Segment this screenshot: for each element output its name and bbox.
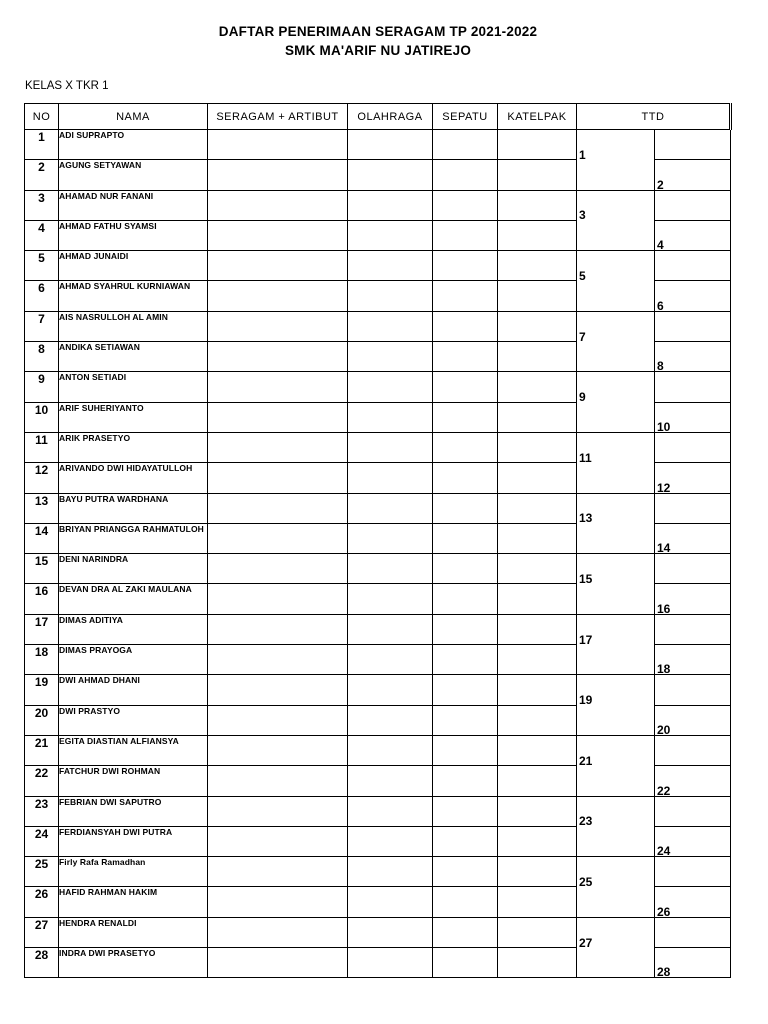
student-name: HENDRA RENALDI bbox=[59, 917, 208, 947]
signature-number: 15 bbox=[579, 571, 593, 586]
signature-cell-left bbox=[577, 584, 655, 614]
table-row bbox=[25, 735, 731, 765]
signature-cell-right bbox=[655, 645, 731, 675]
sepatu-cell bbox=[433, 130, 498, 160]
table-row bbox=[25, 766, 731, 796]
signature-number: 20 bbox=[657, 722, 671, 737]
signature-cell-left bbox=[577, 766, 655, 796]
katelpak-cell bbox=[498, 160, 577, 190]
student-name: ADI SUPRAPTO bbox=[59, 130, 208, 160]
signature-number: 28 bbox=[657, 965, 671, 980]
student-name: DENI NARINDRA bbox=[59, 554, 208, 584]
signature-number: 18 bbox=[657, 662, 671, 677]
signature-number: 17 bbox=[579, 632, 593, 647]
seragam-cell bbox=[208, 614, 348, 644]
signature-cell-left bbox=[577, 554, 655, 584]
seragam-cell bbox=[208, 432, 348, 462]
signature-number: 10 bbox=[657, 419, 671, 434]
sepatu-cell bbox=[433, 190, 498, 220]
table-row bbox=[25, 281, 731, 311]
seragam-cell bbox=[208, 554, 348, 584]
olahraga-cell bbox=[348, 948, 433, 978]
signature-cell-left bbox=[577, 857, 655, 887]
katelpak-cell bbox=[498, 311, 577, 341]
signature-number: 21 bbox=[579, 753, 593, 768]
seragam-cell bbox=[208, 160, 348, 190]
seragam-cell bbox=[208, 220, 348, 250]
signature-cell-right bbox=[655, 766, 731, 796]
signature-cell-right bbox=[655, 796, 731, 826]
olahraga-cell bbox=[348, 554, 433, 584]
signature-cell-left bbox=[577, 948, 655, 978]
seragam-cell bbox=[208, 796, 348, 826]
row-number: 18 bbox=[25, 645, 59, 675]
table-row bbox=[25, 220, 731, 250]
table-row bbox=[25, 584, 731, 614]
katelpak-cell bbox=[498, 857, 577, 887]
row-number: 5 bbox=[25, 251, 59, 281]
row-number: 12 bbox=[25, 463, 59, 493]
signature-number: 9 bbox=[579, 390, 586, 405]
olahraga-cell bbox=[348, 493, 433, 523]
signature-cell-right bbox=[655, 311, 731, 341]
sepatu-cell bbox=[433, 281, 498, 311]
signature-cell-right bbox=[655, 705, 731, 735]
signature-number: 1 bbox=[579, 147, 586, 162]
olahraga-cell bbox=[348, 796, 433, 826]
student-name: INDRA DWI PRASETYO bbox=[59, 948, 208, 978]
sepatu-cell bbox=[433, 160, 498, 190]
signature-number: 6 bbox=[657, 298, 664, 313]
table-row bbox=[25, 251, 731, 281]
row-number: 15 bbox=[25, 554, 59, 584]
olahraga-cell bbox=[348, 705, 433, 735]
row-number: 13 bbox=[25, 493, 59, 523]
signature-number: 7 bbox=[579, 329, 586, 344]
student-name: DEVAN DRA AL ZAKI MAULANA bbox=[59, 584, 208, 614]
signature-number: 5 bbox=[579, 268, 586, 283]
seragam-cell bbox=[208, 523, 348, 553]
row-number: 6 bbox=[25, 281, 59, 311]
olahraga-cell bbox=[348, 826, 433, 856]
sepatu-cell bbox=[433, 311, 498, 341]
olahraga-cell bbox=[348, 281, 433, 311]
signature-number: 14 bbox=[657, 541, 671, 556]
olahraga-cell bbox=[348, 523, 433, 553]
table-row bbox=[25, 857, 731, 887]
seragam-cell bbox=[208, 311, 348, 341]
signature-cell-right bbox=[655, 614, 731, 644]
signature-cell-right bbox=[655, 917, 731, 947]
signature-number: 4 bbox=[657, 238, 664, 253]
olahraga-cell bbox=[348, 645, 433, 675]
seragam-cell bbox=[208, 826, 348, 856]
student-name: AHAMAD NUR FANANI bbox=[59, 190, 208, 220]
sepatu-cell bbox=[433, 735, 498, 765]
signature-number: 2 bbox=[657, 177, 664, 192]
row-number: 8 bbox=[25, 342, 59, 372]
school-name: SMK MA'ARIF NU JATIREJO bbox=[284, 43, 472, 58]
seragam-cell bbox=[208, 584, 348, 614]
sepatu-cell bbox=[433, 463, 498, 493]
signature-cell-right bbox=[655, 826, 731, 859]
signature-cell-right bbox=[655, 735, 731, 765]
signature-cell-left bbox=[577, 432, 655, 465]
row-number: 11 bbox=[25, 432, 59, 462]
table-row bbox=[25, 796, 731, 826]
katelpak-cell bbox=[498, 735, 577, 765]
student-name: ARIK PRASETYO bbox=[59, 432, 208, 462]
seragam-cell bbox=[208, 735, 348, 765]
header-ttd: TTD bbox=[577, 104, 731, 130]
table-row bbox=[25, 190, 731, 220]
signature-cell-left bbox=[577, 372, 655, 405]
olahraga-cell bbox=[348, 402, 433, 432]
table-row bbox=[25, 645, 731, 675]
signature-cell-left bbox=[577, 342, 655, 372]
sepatu-cell bbox=[433, 493, 498, 523]
seragam-cell bbox=[208, 463, 348, 493]
olahraga-cell bbox=[348, 735, 433, 765]
student-name: AIS NASRULLOH AL AMIN bbox=[59, 311, 208, 341]
katelpak-cell bbox=[498, 614, 577, 644]
signature-cell-right bbox=[655, 523, 731, 556]
document-title: DAFTAR PENERIMAAN SERAGAM TP 2021-2022 bbox=[218, 24, 538, 39]
sepatu-cell bbox=[433, 584, 498, 614]
row-number: 7 bbox=[25, 311, 59, 341]
header-olahraga: OLAHRAGA bbox=[348, 104, 433, 130]
signature-cell-right bbox=[655, 251, 731, 281]
signature-cell-right bbox=[655, 584, 731, 614]
sepatu-cell bbox=[433, 857, 498, 887]
signature-cell-right bbox=[655, 857, 731, 887]
signature-cell-left bbox=[577, 887, 655, 917]
sepatu-cell bbox=[433, 402, 498, 432]
class-label: KELAS X TKR 1 bbox=[25, 80, 109, 92]
signature-cell-left bbox=[577, 796, 655, 829]
signature-cell-right bbox=[655, 887, 731, 917]
olahraga-cell bbox=[348, 130, 433, 160]
olahraga-cell bbox=[348, 372, 433, 402]
signature-cell-right bbox=[655, 130, 731, 160]
olahraga-cell bbox=[348, 463, 433, 493]
signature-cell-right bbox=[655, 160, 731, 190]
seragam-cell bbox=[208, 372, 348, 402]
katelpak-cell bbox=[498, 523, 577, 553]
student-name: ANTON SETIADI bbox=[59, 372, 208, 402]
signature-cell-right bbox=[655, 220, 731, 253]
signature-cell-left bbox=[577, 826, 655, 856]
student-name: AGUNG SETYAWAN bbox=[59, 160, 208, 190]
signature-cell-right bbox=[655, 402, 731, 432]
row-number: 20 bbox=[25, 705, 59, 735]
row-number: 28 bbox=[25, 948, 59, 978]
signature-number: 19 bbox=[579, 693, 593, 708]
signature-cell-right bbox=[655, 432, 731, 462]
student-name: AHMAD FATHU SYAMSI bbox=[59, 220, 208, 250]
signature-cell-left bbox=[577, 463, 655, 493]
table-row bbox=[25, 160, 731, 190]
row-number: 22 bbox=[25, 766, 59, 796]
seragam-cell bbox=[208, 251, 348, 281]
signature-number: 25 bbox=[579, 874, 593, 889]
seragam-cell bbox=[208, 857, 348, 887]
student-name: FEBRIAN DWI SAPUTRO bbox=[59, 796, 208, 826]
row-number: 9 bbox=[25, 372, 59, 402]
signature-cell-left bbox=[577, 251, 655, 281]
katelpak-cell bbox=[498, 705, 577, 735]
katelpak-cell bbox=[498, 584, 577, 614]
header-sepatu: SEPATU bbox=[433, 104, 498, 130]
row-number: 2 bbox=[25, 160, 59, 190]
table-row bbox=[25, 614, 731, 644]
signature-cell-right bbox=[655, 463, 731, 493]
signature-number: 16 bbox=[657, 601, 671, 616]
row-number: 24 bbox=[25, 826, 59, 856]
sepatu-cell bbox=[433, 372, 498, 402]
row-number: 4 bbox=[25, 220, 59, 250]
row-number: 17 bbox=[25, 614, 59, 644]
olahraga-cell bbox=[348, 220, 433, 250]
signature-number: 3 bbox=[579, 208, 586, 223]
signature-number: 24 bbox=[657, 844, 671, 859]
katelpak-cell bbox=[498, 190, 577, 220]
sepatu-cell bbox=[433, 887, 498, 917]
signature-number: 27 bbox=[579, 935, 593, 950]
olahraga-cell bbox=[348, 766, 433, 796]
signature-cell-right bbox=[655, 948, 731, 978]
katelpak-cell bbox=[498, 463, 577, 493]
signature-cell-right bbox=[655, 493, 731, 523]
sepatu-cell bbox=[433, 645, 498, 675]
student-name: ARIF SUHERIYANTO bbox=[59, 402, 208, 432]
signature-cell-left bbox=[577, 160, 655, 190]
table-row bbox=[25, 130, 731, 160]
student-name: BRIYAN PRIANGGA RAHMATULOH bbox=[59, 523, 208, 553]
student-name: FATCHUR DWI ROHMAN bbox=[59, 766, 208, 796]
header-katelpak: KATELPAK bbox=[498, 104, 577, 130]
header-seragam: SERAGAM + ARTIBUT bbox=[208, 104, 348, 130]
sepatu-cell bbox=[433, 342, 498, 372]
katelpak-cell bbox=[498, 220, 577, 250]
student-name: AHMAD JUNAIDI bbox=[59, 251, 208, 281]
katelpak-cell bbox=[498, 554, 577, 584]
sepatu-cell bbox=[433, 675, 498, 705]
row-number: 14 bbox=[25, 523, 59, 553]
table-row bbox=[25, 311, 731, 341]
olahraga-cell bbox=[348, 584, 433, 614]
student-name: ANDIKA SETIAWAN bbox=[59, 342, 208, 372]
header-nama: NAMA bbox=[59, 104, 208, 130]
signature-number: 23 bbox=[579, 814, 593, 829]
signature-cell-left bbox=[577, 614, 655, 647]
signature-cell-right bbox=[655, 342, 731, 372]
katelpak-cell bbox=[498, 645, 577, 675]
row-number: 10 bbox=[25, 402, 59, 432]
seragam-cell bbox=[208, 281, 348, 311]
table-row bbox=[25, 705, 731, 735]
table-row bbox=[25, 826, 731, 856]
signature-cell-left bbox=[577, 281, 655, 311]
table-row bbox=[25, 493, 731, 523]
seragam-cell bbox=[208, 190, 348, 220]
row-number: 16 bbox=[25, 584, 59, 614]
sepatu-cell bbox=[433, 705, 498, 735]
seragam-cell bbox=[208, 887, 348, 917]
signature-cell-right bbox=[655, 281, 731, 311]
olahraga-cell bbox=[348, 857, 433, 887]
katelpak-cell bbox=[498, 281, 577, 311]
olahraga-cell bbox=[348, 160, 433, 190]
student-name: DWI PRASTYO bbox=[59, 705, 208, 735]
katelpak-cell bbox=[498, 342, 577, 372]
signature-number: 8 bbox=[657, 359, 664, 374]
sepatu-cell bbox=[433, 917, 498, 947]
katelpak-cell bbox=[498, 372, 577, 402]
signature-cell-left bbox=[577, 190, 655, 223]
student-name: HAFID RAHMAN HAKIM bbox=[59, 887, 208, 917]
katelpak-cell bbox=[498, 675, 577, 705]
seragam-cell bbox=[208, 675, 348, 705]
seragam-cell bbox=[208, 948, 348, 978]
table-row bbox=[25, 523, 731, 553]
student-name: BAYU PUTRA WARDHANA bbox=[59, 493, 208, 523]
sepatu-cell bbox=[433, 766, 498, 796]
student-name: DWI AHMAD DHANI bbox=[59, 675, 208, 705]
katelpak-cell bbox=[498, 130, 577, 160]
sepatu-cell bbox=[433, 432, 498, 462]
row-number: 23 bbox=[25, 796, 59, 826]
olahraga-cell bbox=[348, 887, 433, 917]
row-number: 3 bbox=[25, 190, 59, 220]
table-row bbox=[25, 675, 731, 705]
katelpak-cell bbox=[498, 402, 577, 432]
table-row bbox=[25, 402, 731, 432]
uniform-receipt-table bbox=[24, 103, 732, 978]
seragam-cell bbox=[208, 917, 348, 947]
sepatu-cell bbox=[433, 826, 498, 856]
table-row bbox=[25, 948, 731, 978]
header-no: NO bbox=[25, 104, 59, 130]
signature-number: 22 bbox=[657, 783, 671, 798]
signature-cell-left bbox=[577, 917, 655, 950]
row-number: 19 bbox=[25, 675, 59, 705]
seragam-cell bbox=[208, 130, 348, 160]
signature-cell-right bbox=[655, 554, 731, 584]
olahraga-cell bbox=[348, 432, 433, 462]
signature-cell-left bbox=[577, 493, 655, 526]
signature-cell-left bbox=[577, 645, 655, 675]
signature-cell-right bbox=[655, 372, 731, 402]
table-row bbox=[25, 917, 731, 947]
sepatu-cell bbox=[433, 948, 498, 978]
signature-cell-left bbox=[577, 130, 655, 160]
katelpak-cell bbox=[498, 917, 577, 947]
katelpak-cell bbox=[498, 796, 577, 826]
signature-cell-left bbox=[577, 311, 655, 344]
olahraga-cell bbox=[348, 675, 433, 705]
student-name: EGITA DIASTIAN ALFIANSYA bbox=[59, 735, 208, 765]
seragam-cell bbox=[208, 645, 348, 675]
student-name: DIMAS PRAYOGA bbox=[59, 645, 208, 675]
table-row bbox=[25, 554, 731, 584]
sepatu-cell bbox=[433, 220, 498, 250]
row-number: 27 bbox=[25, 917, 59, 947]
signature-cell-left bbox=[577, 402, 655, 432]
seragam-cell bbox=[208, 402, 348, 432]
sepatu-cell bbox=[433, 251, 498, 281]
student-name: Firly Rafa Ramadhan bbox=[59, 857, 208, 887]
table-row bbox=[25, 463, 731, 493]
sepatu-cell bbox=[433, 796, 498, 826]
student-name: DIMAS ADITIYA bbox=[59, 614, 208, 644]
signature-number: 26 bbox=[657, 904, 671, 919]
seragam-cell bbox=[208, 705, 348, 735]
signature-cell-right bbox=[655, 675, 731, 705]
signature-cell-left bbox=[577, 735, 655, 768]
table-row bbox=[25, 432, 731, 462]
signature-cell-left bbox=[577, 220, 655, 250]
katelpak-cell bbox=[498, 251, 577, 281]
table-header-row bbox=[25, 104, 731, 130]
katelpak-cell bbox=[498, 948, 577, 978]
katelpak-cell bbox=[498, 887, 577, 917]
table-row bbox=[25, 372, 731, 402]
sepatu-cell bbox=[433, 523, 498, 553]
katelpak-cell bbox=[498, 826, 577, 856]
olahraga-cell bbox=[348, 917, 433, 947]
olahraga-cell bbox=[348, 311, 433, 341]
row-number: 25 bbox=[25, 857, 59, 887]
seragam-cell bbox=[208, 766, 348, 796]
olahraga-cell bbox=[348, 251, 433, 281]
row-number: 26 bbox=[25, 887, 59, 917]
sepatu-cell bbox=[433, 554, 498, 584]
katelpak-cell bbox=[498, 432, 577, 462]
signature-cell-left bbox=[577, 523, 655, 553]
signature-cell-left bbox=[577, 705, 655, 735]
row-number: 21 bbox=[25, 735, 59, 765]
table-row bbox=[25, 342, 731, 372]
signature-number: 12 bbox=[657, 480, 671, 495]
signature-number: 13 bbox=[579, 511, 593, 526]
olahraga-cell bbox=[348, 614, 433, 644]
olahraga-cell bbox=[348, 342, 433, 372]
signature-cell-right bbox=[655, 190, 731, 220]
signature-cell-left bbox=[577, 675, 655, 708]
sepatu-cell bbox=[433, 614, 498, 644]
student-name: AHMAD SYAHRUL KURNIAWAN bbox=[59, 281, 208, 311]
row-number: 1 bbox=[25, 130, 59, 160]
student-name: FERDIANSYAH DWI PUTRA bbox=[59, 826, 208, 856]
olahraga-cell bbox=[348, 190, 433, 220]
seragam-cell bbox=[208, 493, 348, 523]
katelpak-cell bbox=[498, 493, 577, 523]
signature-number: 11 bbox=[579, 450, 592, 465]
seragam-cell bbox=[208, 342, 348, 372]
table-row bbox=[25, 887, 731, 917]
student-name: ARIVANDO DWI HIDAYATULLOH bbox=[59, 463, 208, 493]
katelpak-cell bbox=[498, 766, 577, 796]
